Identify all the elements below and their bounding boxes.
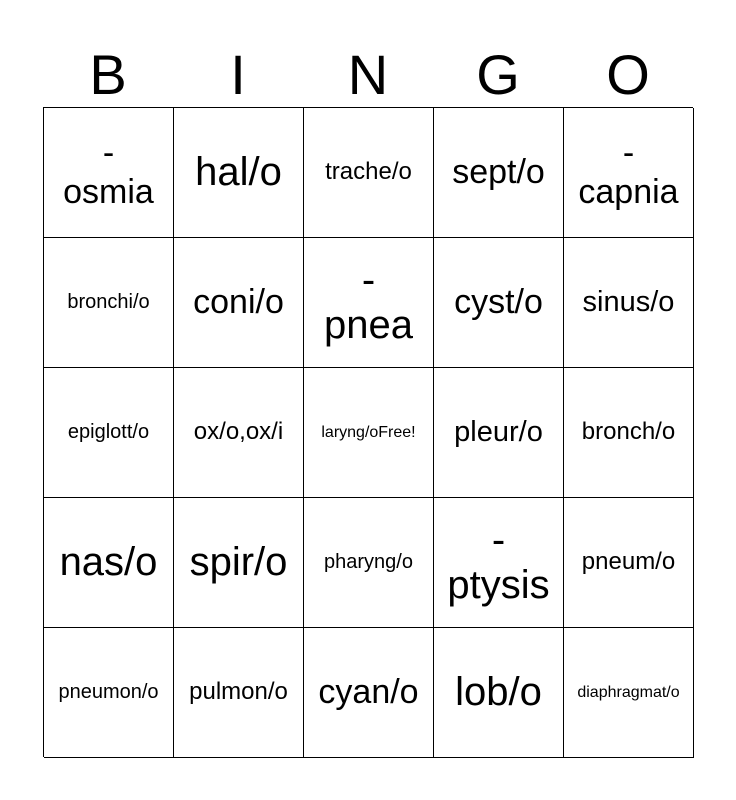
bingo-cell[interactable]: pulmon/o	[174, 628, 304, 758]
bingo-cell[interactable]: nas/o	[44, 498, 174, 628]
bingo-cell[interactable]: ox/o,ox/i	[174, 368, 304, 498]
header-letter-b: B	[89, 43, 127, 106]
bingo-cell[interactable]: coni/o	[174, 238, 304, 368]
bingo-cell[interactable]: spir/o	[174, 498, 304, 628]
bingo-cell[interactable]: bronchi/o	[44, 238, 174, 368]
bingo-cell[interactable]: cyst/o	[434, 238, 564, 368]
bingo-header	[43, 44, 693, 106]
bingo-cell[interactable]: pneumon/o	[44, 628, 174, 758]
bingo-cell[interactable]: sept/o	[434, 108, 564, 238]
bingo-cell[interactable]: hal/o	[174, 108, 304, 238]
header-letter-g: G	[476, 43, 520, 106]
bingo-cell[interactable]: diaphragmat/o	[564, 628, 694, 758]
header-letter-n: N	[347, 43, 389, 106]
bingo-cell[interactable]: pharyng/o	[304, 498, 434, 628]
bingo-cell[interactable]: - osmia	[44, 108, 174, 238]
bingo-cell[interactable]: sinus/o	[564, 238, 694, 368]
bingo-board	[43, 107, 693, 757]
bingo-cell-free[interactable]: laryng/oFree!	[304, 368, 434, 498]
bingo-cell[interactable]: pneum/o	[564, 498, 694, 628]
bingo-cell[interactable]: bronch/o	[564, 368, 694, 498]
bingo-cell[interactable]: cyan/o	[304, 628, 434, 758]
bingo-cell[interactable]: - ptysis	[434, 498, 564, 628]
bingo-cell[interactable]: epiglott/o	[44, 368, 174, 498]
header-letter-i: I	[230, 43, 246, 106]
bingo-cell[interactable]: - capnia	[564, 108, 694, 238]
bingo-cell[interactable]: - pnea	[304, 238, 434, 368]
bingo-cell[interactable]: trache/o	[304, 108, 434, 238]
bingo-cell[interactable]: lob/o	[434, 628, 564, 758]
bingo-cell[interactable]: pleur/o	[434, 368, 564, 498]
header-letter-o: O	[606, 43, 650, 106]
